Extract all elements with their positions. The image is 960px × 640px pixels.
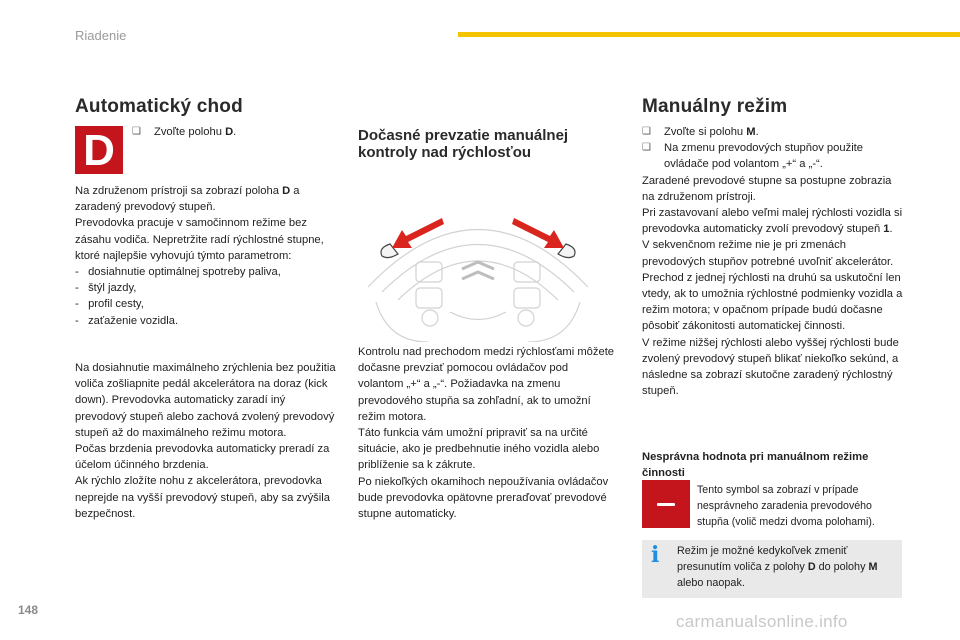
- bullet-select-m: ❏ Zvoľte si polohu M.: [642, 124, 904, 140]
- paragraph: Zaradené prevodové stupne sa postupne zobrazia na združenom prístroji.: [642, 174, 892, 203]
- temporary-manual-body: [358, 344, 616, 522]
- paragraph: Prechod z jednej rýchlosti na druhú sa uskutoční len vtedy, ak to umožnia rýchlostné podmienky vozidla a režim motora; v opačnom prípade budú dočasne pôsobiť zákonitosti automatickej činnosti.: [642, 271, 903, 333]
- paragraph: Prevodovka pracuje v samočinnom režime bez zásahu vodiča. Nepretržite radí rýchlostné stupne, ktoré najlepšie vyhovujú týmto parametrom:: [75, 217, 324, 262]
- paragraph: V režime nižšej rýchlosti alebo vyššej rýchlosti bude zvolený prevodový stupeň blikať niekoľko sekúnd, a následne sa zobrazí skutočne zaradený rýchlostný stupeň.: [642, 336, 899, 398]
- paragraph: Po niekoľkých okamihoch nepoužívania ovládačov bude prevodovka opätovne preraďovať prevodové stupne automaticky.: [358, 475, 609, 521]
- list-item: - štýl jazdy,: [75, 282, 137, 295]
- kickdown-body: [75, 360, 337, 522]
- paragraph: Počas brzdenia prevodovka automaticky preradí za účelom účinného brzdenia.: [75, 443, 330, 472]
- checkbox-icon: ❏: [642, 126, 651, 137]
- list-item: - zaťaženie vozidla.: [75, 314, 179, 327]
- gear-d-icon: D: [75, 126, 123, 174]
- checkbox-icon: ❏: [642, 142, 651, 154]
- automatic-mode-title: Automatický chod: [75, 96, 243, 117]
- checkbox-icon: ❏: [132, 126, 141, 137]
- paragraph: Kontrolu nad prechodom medzi rýchlosťami môžete dočasne prevziať pomocou ovládačov pod volantom „+“ a „-“. Požiadavka na zmenu prevodového stupňa sa zohľadní, ak to umožní režim motora.: [358, 346, 615, 423]
- manual-mode-title: Manuálny režim: [642, 96, 788, 117]
- minus-warning-icon: [642, 480, 690, 528]
- incorrect-value-subtitle: Nesprávna hodnota pri manuálnom režime činnosti: [642, 451, 869, 480]
- symbol-description: Tento symbol sa zobrazí v prípade nesprávneho zaradenia prevodového stupňa (volič medzi dvoma polohami).: [697, 484, 875, 528]
- automatic-body: [75, 183, 337, 329]
- section-header: Riadenie: [75, 28, 127, 43]
- paragraph: Pri zastavovaní alebo veľmi malej rýchlosti vozidla si prevodovka automaticky zvolí prevodový stupeň 1.: [642, 207, 903, 236]
- paragraph: Ak rýchlo zložíte nohu z akcelerátora, prevodovka neprejde na vyšší prevodový stupeň, aby sa zvýšila bezpečnost.: [75, 475, 330, 520]
- paragraph: Na dosiahnutie maximálneho zrýchlenia bez použitia voliča zošliapnite pedál akcelerátora na doraz (kick down). Prevodovka automaticky zaradí iný prevodový stupeň alebo zachová zvolený prevodový stupeň až do maximálneho režimu motora.: [75, 362, 336, 439]
- paragraph: Táto funkcia vám umožní pripraviť sa na určité situácie, ako je predbehnutie iného vozidla alebo priblíženie sa k zákrute.: [358, 427, 600, 472]
- list-item: - dosiahnutie optimálnej spotreby paliva,: [75, 266, 281, 279]
- bullet-select-d: ❏ Zvoľte polohu D.: [132, 124, 334, 140]
- temporary-manual-title: Dočasné prevzatie manuálnej kontroly nad rýchlosťou: [358, 127, 569, 161]
- left-arrow-icon: [392, 218, 444, 248]
- watermark: carmanualsonline.info: [676, 612, 848, 631]
- right-arrow-icon: [512, 218, 564, 248]
- manual-mode-body: [642, 124, 904, 399]
- list-item: - profil cesty,: [75, 298, 144, 311]
- steering-wheel-paddles-illustration: [358, 192, 598, 342]
- info-text: Režim je možné kedykoľvek zmeniť presunutím voliča z polohy D do polohy M alebo naopak.: [677, 545, 878, 589]
- header-accent-bar: [458, 32, 960, 37]
- paragraph: Na združenom prístroji sa zobrazí poloha D a zaradený prevodový stupeň.: [75, 185, 300, 214]
- info-icon: i: [651, 542, 660, 568]
- paragraph: V sekvenčnom režime nie je pri zmenách prevodových stupňov potrebné uvoľniť akcelerátor.: [642, 239, 894, 268]
- page-number: 148: [18, 603, 39, 617]
- bullet-paddles: ❏ Na zmenu prevodových stupňov použite ovládače pod volantom „+“ a „-“.: [642, 142, 864, 171]
